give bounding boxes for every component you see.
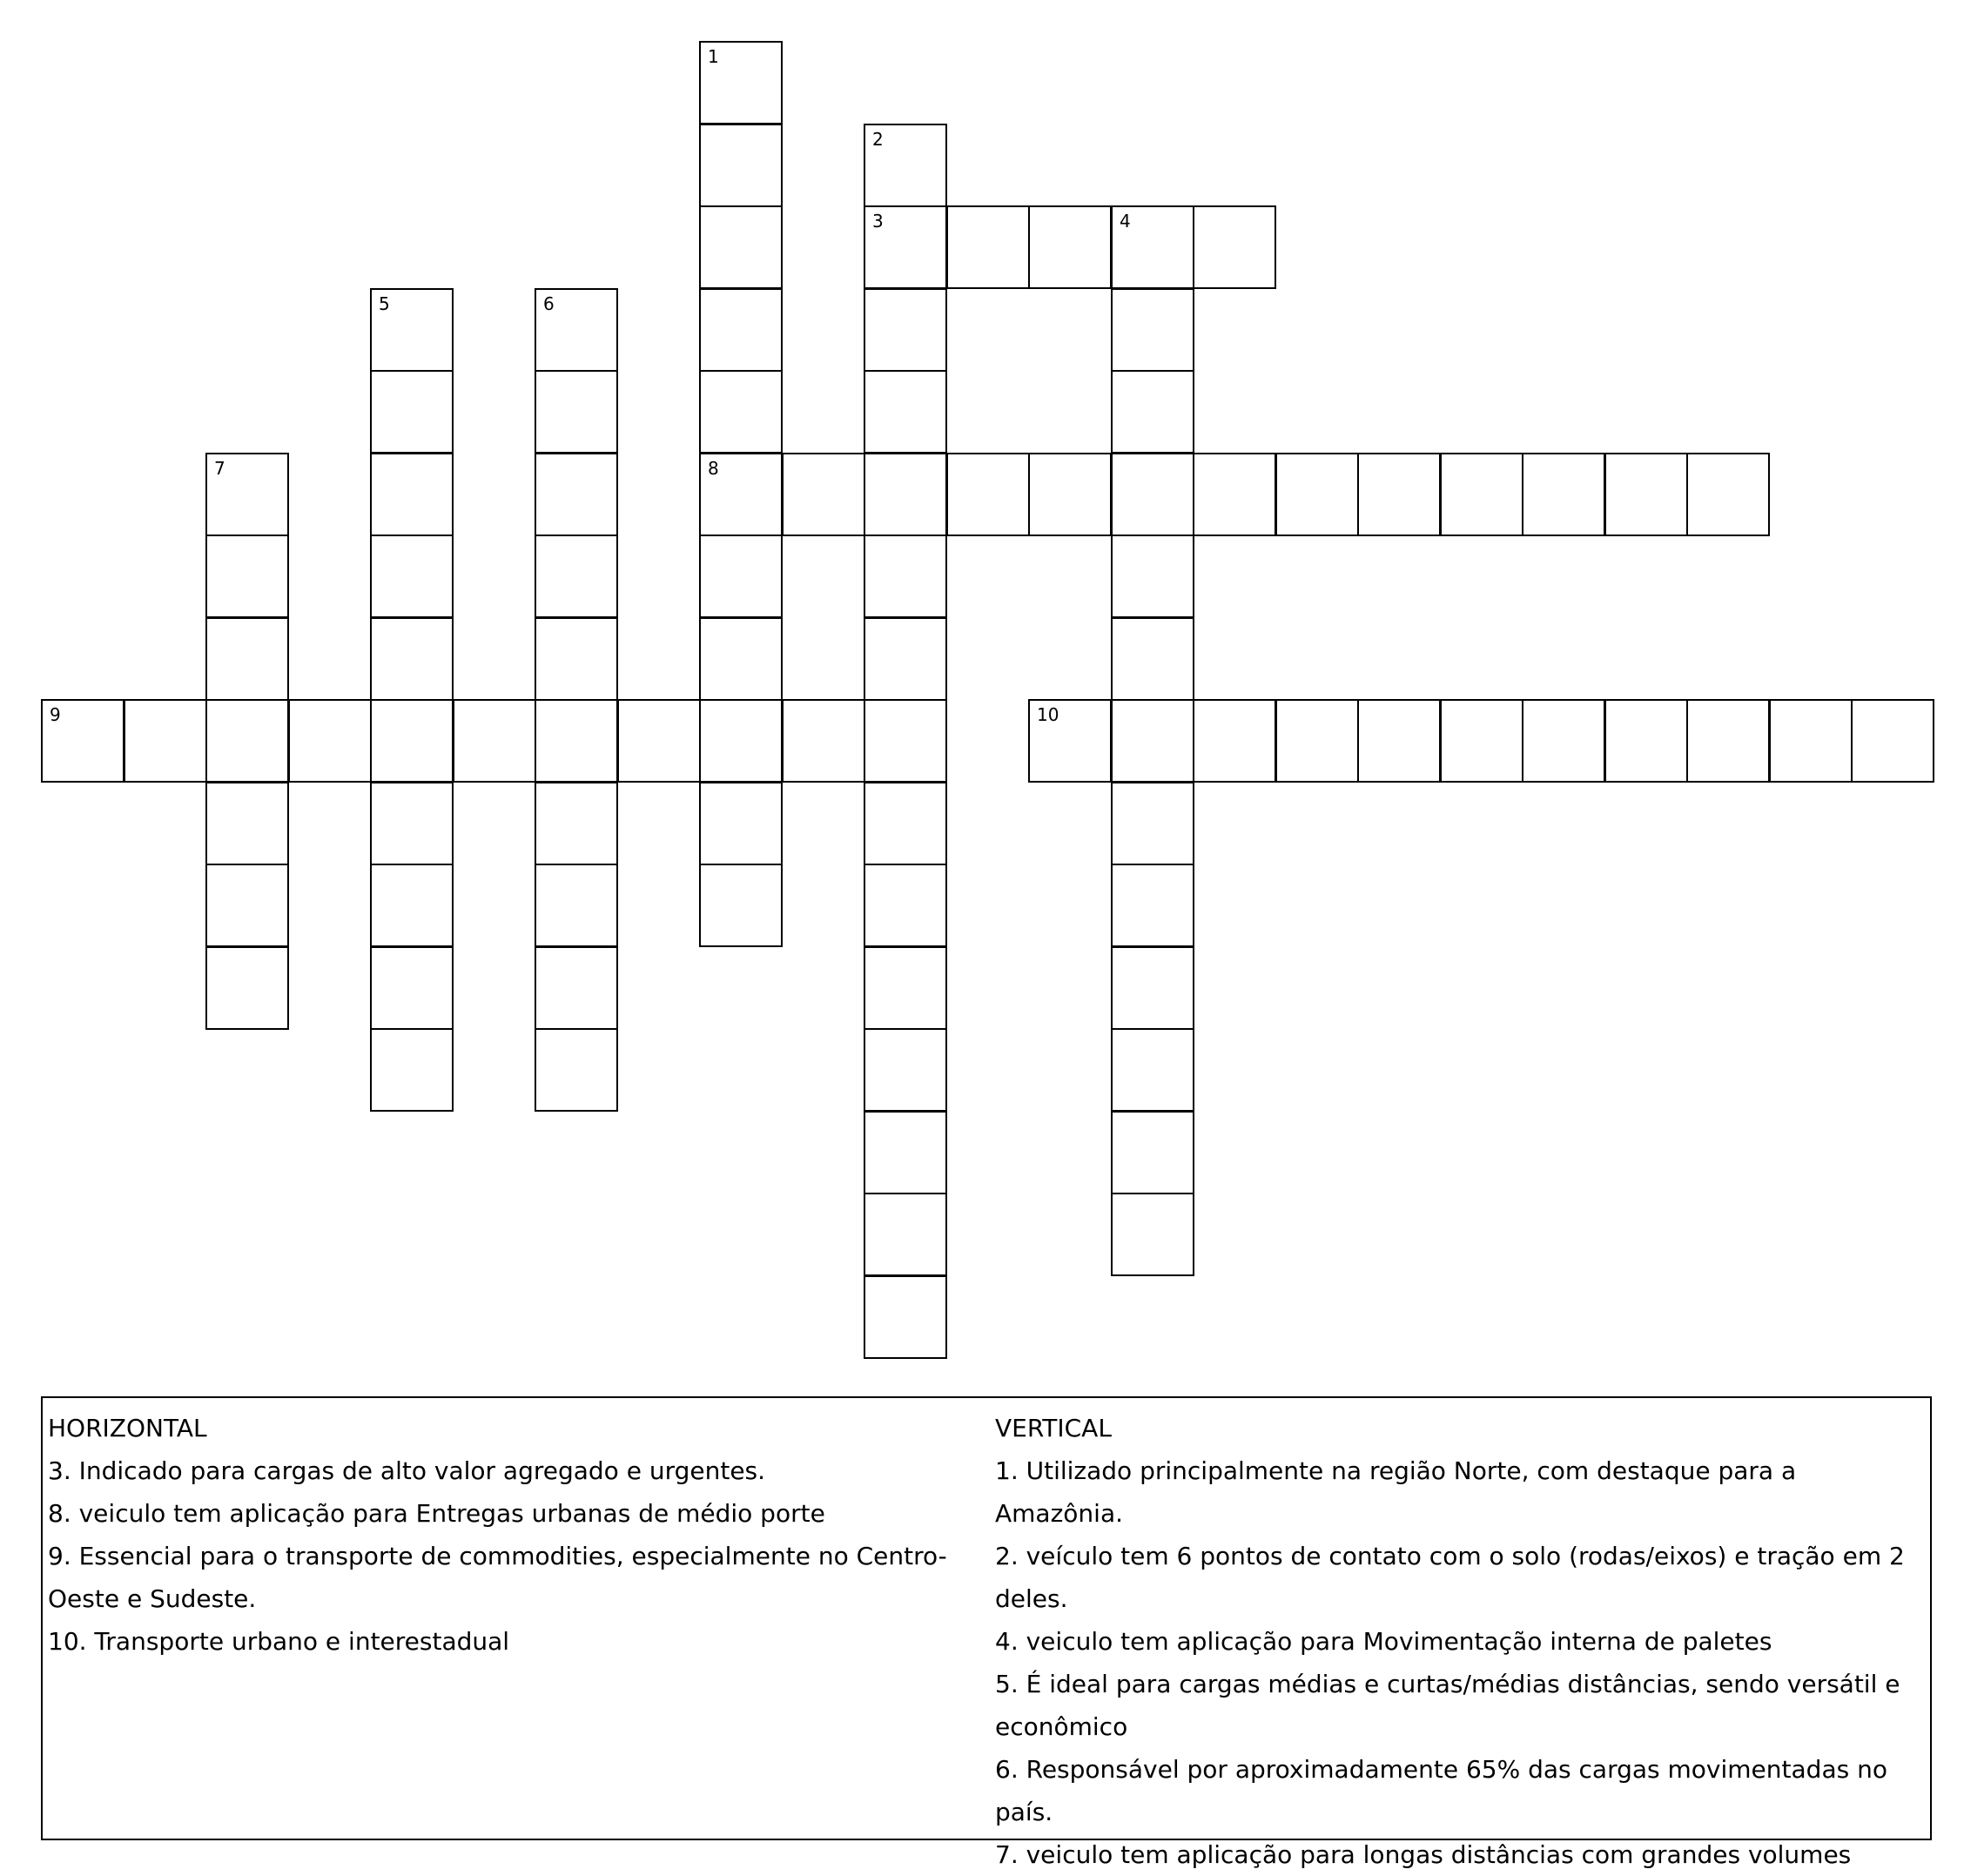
grid-cell[interactable] [535,453,618,536]
grid-cell[interactable] [205,453,289,536]
grid-cell[interactable] [864,1275,947,1359]
grid-cell[interactable] [1357,453,1441,536]
grid-cell[interactable] [205,535,289,618]
grid-cell[interactable] [535,782,618,865]
grid-cell[interactable] [864,535,947,618]
grid-cell[interactable] [1604,453,1688,536]
clue-number: 5 [379,293,390,314]
grid-cell[interactable] [1111,453,1194,536]
grid-cell[interactable] [1028,699,1112,783]
grid-cell[interactable] [370,370,454,454]
grid-cell[interactable] [370,864,454,947]
grid-cell[interactable] [1440,453,1523,536]
grid-cell[interactable] [864,370,947,454]
grid-cell[interactable] [1769,699,1853,783]
grid-cell[interactable] [699,124,783,207]
grid-cell[interactable] [370,782,454,865]
grid-cell[interactable] [699,782,783,865]
grid-cell[interactable] [205,699,289,783]
clue-down-7: 7. veiculo tem aplicação para longas distâncias com grandes volumes [995,1840,1852,1869]
grid-cell[interactable] [370,946,454,1030]
clue-across-8: 8. veiculo tem aplicação para Entregas urbanas de médio porte [48,1499,825,1528]
grid-cell[interactable] [453,699,536,783]
clue-number: 10 [1037,704,1059,725]
clue-number: 2 [872,129,884,150]
vertical-title: VERTICAL [995,1414,1112,1442]
grid-cell[interactable] [1111,1028,1194,1112]
grid-cell[interactable] [1193,699,1276,783]
clue-number: 8 [708,458,719,479]
grid-cell[interactable] [1275,453,1359,536]
clue-down-5: 5. É ideal para cargas médias e curtas/médias distâncias, sendo versátil e econômico [995,1670,1900,1741]
grid-cell[interactable] [370,617,454,701]
grid-cell[interactable] [535,617,618,701]
grid-cell[interactable] [1111,205,1194,289]
grid-cell[interactable] [370,535,454,618]
grid-cell[interactable] [699,453,783,536]
grid-cell[interactable] [288,699,372,783]
grid-cell[interactable] [1028,205,1112,289]
clue-number: 6 [543,293,555,314]
grid-cell[interactable] [1193,453,1276,536]
horizontal-title: HORIZONTAL [48,1414,207,1442]
grid-cell[interactable] [1111,699,1194,783]
grid-cell[interactable] [1111,535,1194,618]
grid-cell[interactable] [699,864,783,947]
grid-cell[interactable] [1686,453,1770,536]
clue-across-9: 9. Essencial para o transporte de commodities, especialmente no Centro-Oeste e Sudeste. [48,1542,947,1613]
grid-cell[interactable] [1111,1193,1194,1276]
grid-cell[interactable] [1193,205,1276,289]
clue-number: 7 [214,458,225,479]
grid-cell[interactable] [205,617,289,701]
grid-cell[interactable] [864,782,947,865]
grid-cell[interactable] [699,370,783,454]
grid-cell[interactable] [864,1028,947,1112]
grid-cell[interactable] [370,1028,454,1112]
grid-cell[interactable] [1522,699,1605,783]
grid-cell[interactable] [864,205,947,289]
clue-down-2: 2. veículo tem 6 pontos de contato com o solo (rodas/eixos) e tração em 2 deles. [995,1542,1905,1613]
clue-number: 3 [872,211,884,232]
grid-cell[interactable] [864,124,947,207]
grid-cell[interactable] [946,453,1030,536]
grid-cell[interactable] [535,288,618,372]
grid-cell[interactable] [864,946,947,1030]
grid-cell[interactable] [370,453,454,536]
grid-cell[interactable] [1111,370,1194,454]
clue-across-3: 3. Indicado para cargas de alto valor agregado e urgentes. [48,1456,766,1485]
grid-cell[interactable] [1111,288,1194,372]
grid-cell[interactable] [535,535,618,618]
grid-cell[interactable] [864,453,947,536]
clue-number: 1 [708,46,719,67]
grid-cell[interactable] [535,699,618,783]
grid-cell[interactable] [864,617,947,701]
grid-cell[interactable] [699,617,783,701]
grid-cell[interactable] [1851,699,1934,783]
grid-cell[interactable] [617,699,701,783]
horizontal-clues [48,1407,997,1663]
grid-cell[interactable] [1111,782,1194,865]
clues-box [41,1396,1932,1869]
grid-cell[interactable] [41,699,124,783]
grid-cell[interactable] [946,205,1030,289]
grid-cell[interactable] [205,782,289,865]
grid-cell[interactable] [205,864,289,947]
grid-cell[interactable] [782,699,865,783]
grid-cell[interactable] [864,288,947,372]
clue-down-6: 6. Responsável por aproximadamente 65% das cargas movimentadas no país. [995,1755,1887,1826]
grid-cell[interactable] [205,946,289,1030]
grid-cell[interactable] [1111,617,1194,701]
grid-cell[interactable] [370,288,454,372]
grid-cell[interactable] [699,288,783,372]
grid-cell[interactable] [1522,453,1605,536]
vertical-clues [995,1407,1927,1876]
clue-down-4: 4. veiculo tem aplicação para Movimentação interna de paletes [995,1627,1772,1656]
grid-cell[interactable] [1686,699,1770,783]
grid-cell[interactable] [864,699,947,783]
clue-across-10: 10. Transporte urbano e interestadual [48,1627,510,1656]
grid-cell[interactable] [864,1111,947,1194]
grid-cell[interactable] [535,864,618,947]
grid-cell[interactable] [864,1193,947,1276]
grid-cell[interactable] [370,699,454,783]
clue-number: 9 [50,704,61,725]
grid-cell[interactable] [535,946,618,1030]
grid-cell[interactable] [535,370,618,454]
grid-cell[interactable] [699,699,783,783]
grid-cell[interactable] [1357,699,1441,783]
grid-cell[interactable] [1111,1111,1194,1194]
clue-number: 4 [1120,211,1131,232]
grid-cell[interactable] [1111,864,1194,947]
grid-cell[interactable] [535,1028,618,1112]
grid-cell[interactable] [1111,946,1194,1030]
grid-cell[interactable] [1275,699,1359,783]
grid-cell[interactable] [864,864,947,947]
grid-cell[interactable] [699,41,783,124]
grid-cell[interactable] [1440,699,1523,783]
clue-down-1: 1. Utilizado principalmente na região Norte, com destaque para a Amazônia. [995,1456,1797,1528]
grid-cell[interactable] [124,699,207,783]
grid-cell[interactable] [1604,699,1688,783]
grid-cell[interactable] [1028,453,1112,536]
grid-cell[interactable] [699,535,783,618]
grid-cell[interactable] [782,453,865,536]
grid-cell[interactable] [699,205,783,289]
